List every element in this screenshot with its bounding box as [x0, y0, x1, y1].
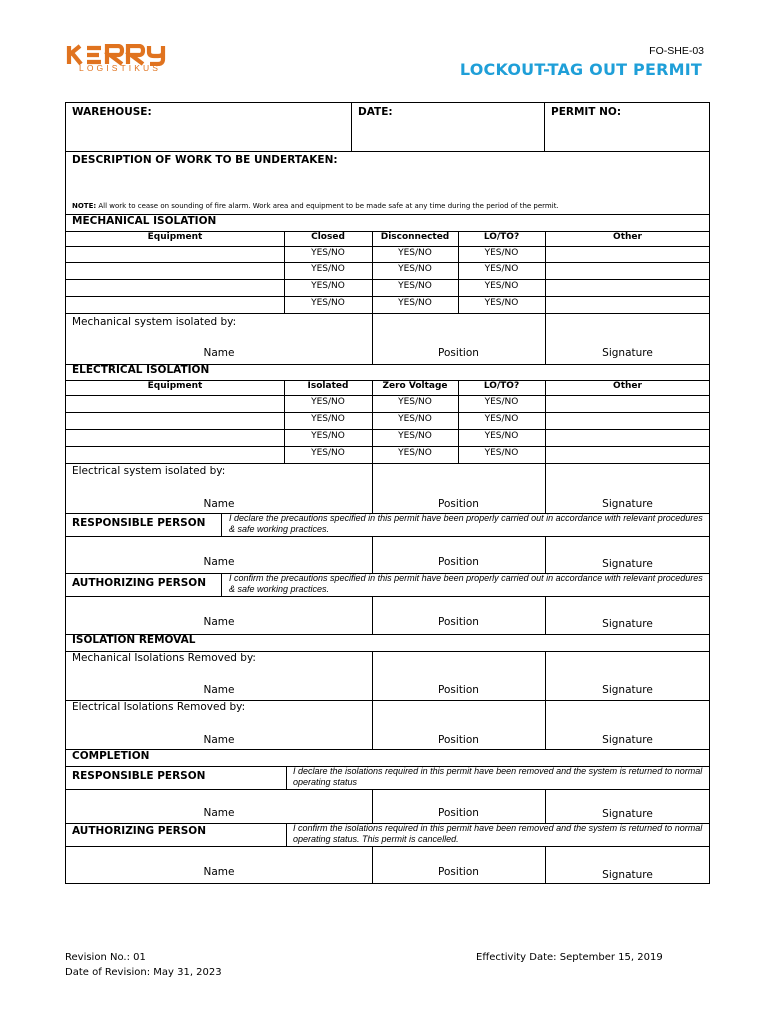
- mechanical-cell[interactable]: [66, 264, 284, 278]
- electrical-cell[interactable]: YES/NO: [311, 414, 345, 424]
- electrical-cell[interactable]: YES/NO: [398, 431, 432, 441]
- electrical-cell[interactable]: YES/NO: [484, 414, 519, 424]
- mechanical-isolation-title: MECHANICAL ISOLATION: [72, 215, 217, 227]
- mechanical-col-header: Closed: [311, 232, 345, 242]
- mechanical-cell[interactable]: [66, 248, 284, 262]
- cauth-signature-label: Signature: [602, 869, 653, 881]
- electrical-cell[interactable]: YES/NO: [484, 448, 519, 458]
- electrical-col-header: LO/TO?: [483, 381, 520, 391]
- electrical-cell[interactable]: YES/NO: [398, 397, 432, 407]
- mechanical-col-header: Other: [613, 232, 642, 242]
- electrical-cell[interactable]: YES/NO: [484, 431, 519, 441]
- page-title: LOCKOUT-TAG OUT PERMIT: [459, 60, 702, 79]
- cresp-signature-label: Signature: [602, 808, 653, 820]
- cauth-name-label: Name: [203, 866, 235, 878]
- mechanical-cell[interactable]: [66, 281, 284, 295]
- revision-number: Revision No.: 01: [65, 952, 146, 963]
- cresp-position-label: Position: [438, 807, 479, 819]
- erem-signature-label: Signature: [602, 734, 653, 746]
- mechanical-cell[interactable]: YES/NO: [398, 298, 432, 308]
- mechanical-cell[interactable]: YES/NO: [311, 264, 345, 274]
- document-number: FO-SHE-03: [649, 45, 704, 57]
- cauth-position-label: Position: [438, 866, 479, 878]
- mech-position-label: Position: [438, 347, 479, 359]
- mechanical-cell[interactable]: [66, 298, 284, 312]
- electrical-col-header: Other: [613, 381, 642, 391]
- mechanical-isolated-by-label: Mechanical system isolated by:: [72, 316, 237, 328]
- logo-subtitle: LOGISTIKUS: [79, 63, 162, 73]
- completion-title: COMPLETION: [72, 750, 150, 762]
- electrical-isolated-by-label: Electrical system isolated by:: [72, 465, 226, 477]
- electrical-col-header: Equipment: [147, 381, 203, 391]
- mechanical-cell[interactable]: YES/NO: [398, 264, 432, 274]
- mechanical-cell[interactable]: [545, 281, 710, 295]
- mechanical-cell[interactable]: YES/NO: [311, 248, 345, 258]
- electrical-cell[interactable]: [545, 414, 710, 428]
- mech-name-label: Name: [203, 347, 235, 359]
- elec-removed-by-label: Electrical Isolations Removed by:: [72, 701, 246, 713]
- resp-name-label: Name: [203, 556, 235, 568]
- electrical-isolation-title: ELECTRICAL ISOLATION: [72, 364, 210, 376]
- authorizing-declaration: I confirm the precautions specified in this permit have been properly carried out in accordance with relevant procedures & safe working practices.: [229, 573, 703, 594]
- mechanical-cell[interactable]: YES/NO: [484, 298, 519, 308]
- electrical-cell[interactable]: [66, 431, 284, 445]
- auth-signature-label: Signature: [602, 618, 653, 630]
- mech-removed-by-label: Mechanical Isolations Removed by:: [72, 652, 256, 664]
- elec-name-label: Name: [203, 498, 235, 510]
- electrical-col-header: Zero Voltage: [382, 381, 448, 391]
- mechanical-cell[interactable]: [545, 298, 710, 312]
- electrical-cell[interactable]: [545, 448, 710, 462]
- electrical-cell[interactable]: YES/NO: [484, 397, 519, 407]
- elec-signature-label: Signature: [602, 498, 653, 510]
- mechanical-cell[interactable]: YES/NO: [484, 264, 519, 274]
- electrical-cell[interactable]: [545, 431, 710, 445]
- cresp-name-label: Name: [203, 807, 235, 819]
- mechanical-cell[interactable]: YES/NO: [398, 281, 432, 291]
- auth-position-label: Position: [438, 616, 479, 628]
- description-note: NOTE: All work to cease on sounding of fire alarm. Work area and equipment to be made safe at any time during the period of the permit.: [72, 202, 559, 210]
- mechanical-col-header: Disconnected: [380, 232, 450, 242]
- electrical-cell[interactable]: YES/NO: [398, 414, 432, 424]
- mrem-signature-label: Signature: [602, 684, 653, 696]
- resp-position-label: Position: [438, 556, 479, 568]
- warehouse-field[interactable]: WAREHOUSE:: [72, 106, 152, 118]
- erem-name-label: Name: [203, 734, 235, 746]
- date-of-revision: Date of Revision: May 31, 2023: [65, 967, 222, 978]
- mechanical-cell[interactable]: YES/NO: [311, 298, 345, 308]
- date-field[interactable]: DATE:: [358, 106, 393, 118]
- mechanical-cell[interactable]: YES/NO: [484, 248, 519, 258]
- mechanical-cell[interactable]: YES/NO: [484, 281, 519, 291]
- electrical-cell[interactable]: [545, 397, 710, 411]
- responsible-person-label: RESPONSIBLE PERSON: [72, 517, 206, 529]
- description-label: DESCRIPTION OF WORK TO BE UNDERTAKEN:: [72, 154, 338, 166]
- mechanical-col-header: Equipment: [147, 232, 203, 242]
- erem-position-label: Position: [438, 734, 479, 746]
- mrem-name-label: Name: [203, 684, 235, 696]
- electrical-col-header: Isolated: [307, 381, 349, 391]
- authorizing-person-label: AUTHORIZING PERSON: [72, 577, 207, 589]
- permit-no-field[interactable]: PERMIT NO:: [551, 106, 622, 118]
- electrical-cell[interactable]: [66, 397, 284, 411]
- permit-form: [65, 102, 710, 884]
- auth-name-label: Name: [203, 616, 235, 628]
- electrical-cell[interactable]: YES/NO: [311, 397, 345, 407]
- mechanical-cell[interactable]: [545, 264, 710, 278]
- mrem-position-label: Position: [438, 684, 479, 696]
- electrical-cell[interactable]: [66, 414, 284, 428]
- electrical-cell[interactable]: YES/NO: [398, 448, 432, 458]
- electrical-cell[interactable]: YES/NO: [311, 448, 345, 458]
- electrical-cell[interactable]: [66, 448, 284, 462]
- isolation-removal-title: ISOLATION REMOVAL: [72, 634, 196, 646]
- completion-responsible-label: RESPONSIBLE PERSON: [72, 770, 206, 782]
- completion-authorizing-label: AUTHORIZING PERSON: [72, 825, 207, 837]
- electrical-cell[interactable]: YES/NO: [311, 431, 345, 441]
- resp-signature-label: Signature: [602, 558, 653, 570]
- mechanical-cell[interactable]: YES/NO: [311, 281, 345, 291]
- elec-position-label: Position: [438, 498, 479, 510]
- mechanical-cell[interactable]: YES/NO: [398, 248, 432, 258]
- mechanical-col-header: LO/TO?: [483, 232, 520, 242]
- effectivity-date: Effectivity Date: September 15, 2019: [476, 952, 663, 963]
- mech-signature-label: Signature: [602, 347, 653, 359]
- responsible-declaration: I declare the precautions specified in this permit have been properly carried out in accordance with relevant procedures & safe working practices.: [229, 513, 703, 534]
- mechanical-cell[interactable]: [545, 248, 710, 262]
- completion-authorizing-declaration: I confirm the isolations required in this permit have been removed and the system is returned to normal operating status. This permit is cancelled.: [293, 823, 703, 844]
- completion-responsible-declaration: I declare the isolations required in this permit have been removed and the system is returned to normal operating status: [293, 766, 703, 787]
